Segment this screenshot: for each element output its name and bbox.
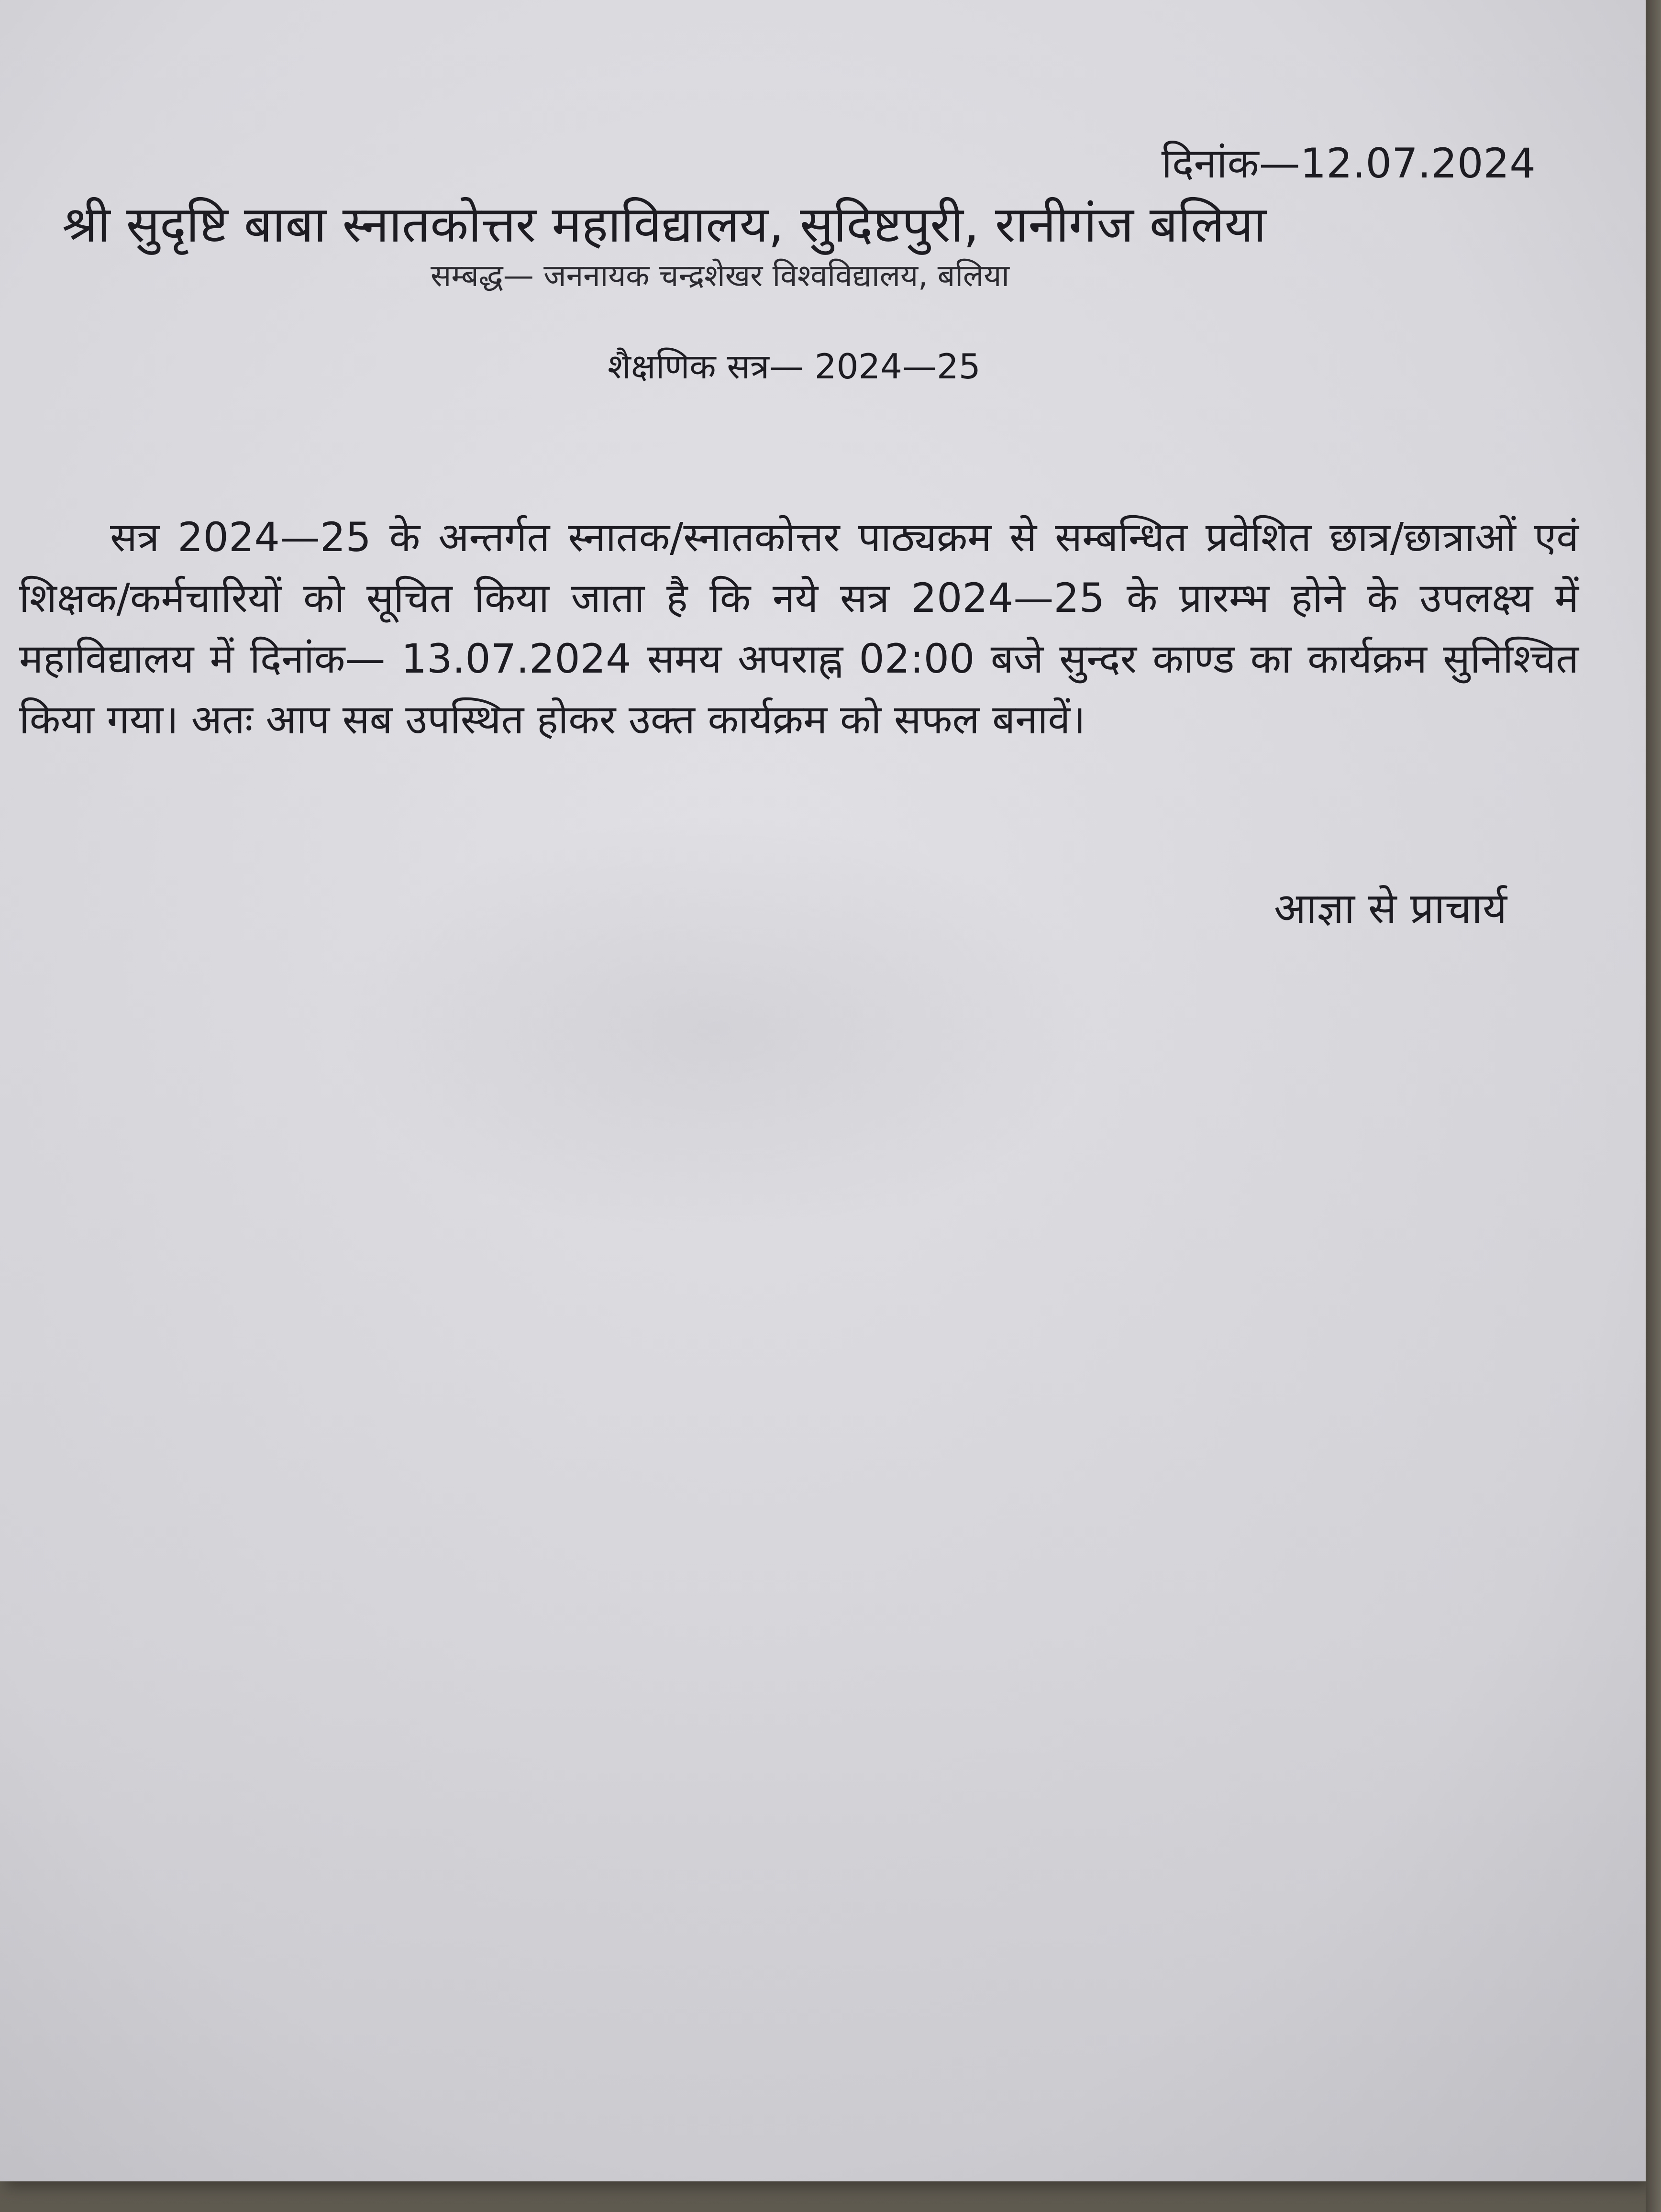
college-name-heading: श्री सुदृष्टि बाबा स्नातकोत्तर महाविद्यालय, सुदिष्टपुरी, रानीगंज बलिया (62, 195, 1266, 254)
affiliation-line: सम्बद्ध— जननायक चन्द्रशेखर विश्वविद्यालय, बलिया (431, 258, 1010, 294)
notice-body: सत्र 2024—25 के अन्तर्गत स्नातक/स्नातकोत्तर पाठ्यक्रम से सम्बन्धित प्रवेशित छात्र/छात्राओं एवं शिक्षक/कर्मचारियों को सूचित किया जाता है कि नये सत्र 2024—25 के प्रारम्भ होने के उपलक्ष्य में महाविद्यालय में दिनांक— 13.07.2024 समय अपराह्न 02:00 बजे सुन्दर काण्ड का कार्यक्रम सुनिश्चित किया गया। अतः आप सब उपस्थित होकर उक्त कार्यक्रम को सफल बनावें। (19, 514, 1579, 743)
paper-edge-shadow (1646, 0, 1661, 2212)
paper-shadow (335, 813, 1100, 1244)
academic-session: शैक्षणिक सत्र— 2024—25 (608, 346, 981, 387)
signature-line: आज्ञा से प्राचार्य (1273, 884, 1507, 933)
notice-date: दिनांक—12.07.2024 (1161, 140, 1536, 188)
